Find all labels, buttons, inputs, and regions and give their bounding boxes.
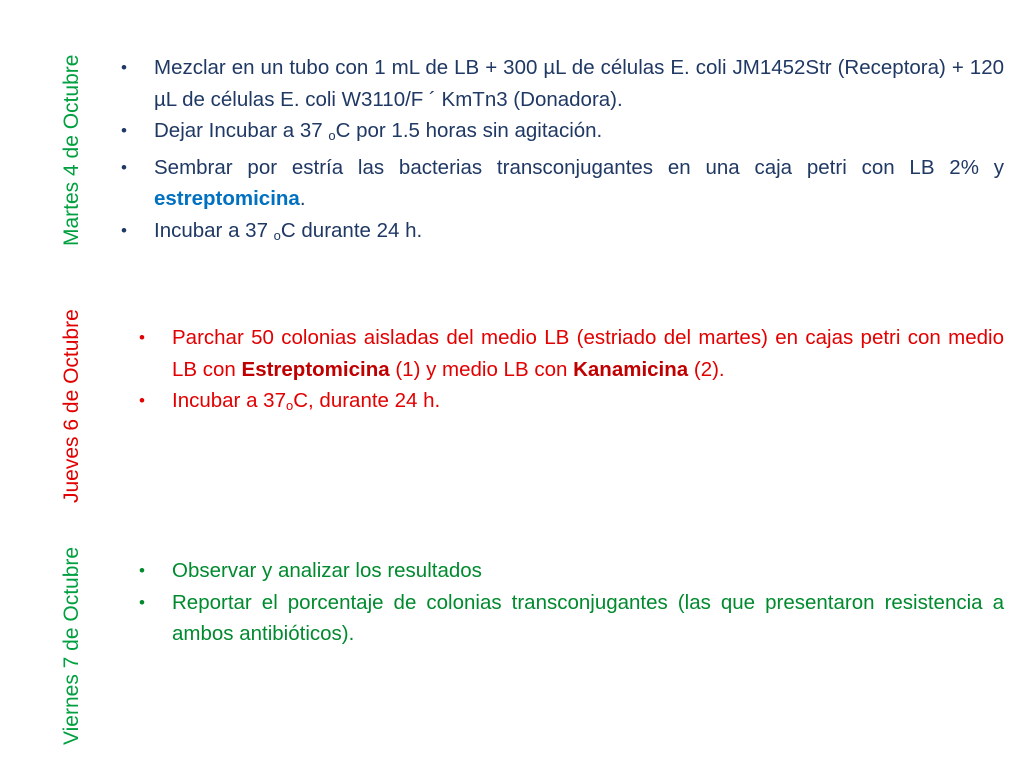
step-text: . <box>299 187 306 210</box>
bullet-icon: • <box>139 592 145 612</box>
list-item <box>139 322 1004 385</box>
antibiotic-name: Estreptomicina <box>241 357 390 381</box>
degree-mark: o <box>328 128 336 143</box>
bullet-icon: • <box>121 121 127 140</box>
list-item <box>139 555 1004 587</box>
step-text: Observar y analizar los resultados <box>172 559 482 582</box>
step-text: C por 1.5 horas sin agitación. <box>335 119 603 142</box>
list-item <box>121 152 1004 215</box>
degree-mark: o <box>285 398 294 413</box>
list-item <box>121 52 1004 115</box>
step-text: Incubar a 37 <box>154 218 274 242</box>
list-item <box>139 587 1004 650</box>
step-text: C durante 24 h. <box>280 218 423 242</box>
day-label-martes: Martes 4 de Octubre <box>60 54 83 246</box>
jueves-steps-list <box>139 322 1004 422</box>
bullet-icon: • <box>139 561 145 580</box>
bullet-icon: • <box>139 328 145 347</box>
list-item <box>139 385 1004 422</box>
degree-mark: o <box>273 227 281 243</box>
step-text: (2). <box>688 357 725 381</box>
antibiotic-name: estreptomicina <box>154 187 300 210</box>
list-item <box>121 215 1004 252</box>
step-text: C, durante 24 h. <box>293 389 441 412</box>
step-text: Mezclar en un tubo con 1 mL de LB + 300 µL de células E. coli JM1452Str (Receptora) + 120 µL de células E. coli W3110/F ´ KmTn3 (Donadora). <box>154 56 1004 111</box>
step-text: Reportar el porcentaje de colonias transconjugantes (las que presentaron resistencia a ambos antibióticos). <box>172 590 1004 645</box>
bullet-icon: • <box>121 157 127 177</box>
martes-steps-list <box>121 52 1004 251</box>
day-label-jueves: Jueves 6 de Octubre <box>60 309 83 503</box>
viernes-steps-list <box>139 555 1004 650</box>
bullet-icon: • <box>139 391 145 410</box>
step-text: Parchar 50 colonias aisladas del medio LB (estriado del martes) en cajas petri con medio LB con <box>172 326 1004 381</box>
step-text: (1) y medio LB con <box>389 357 574 381</box>
step-text: Incubar a 37 <box>172 389 286 412</box>
step-text: Dejar Incubar a 37 <box>154 119 329 142</box>
bullet-icon: • <box>121 58 127 77</box>
step-text: Sembrar por estría las bacterias transconjugantes en una caja petri con LB 2% y <box>154 155 1004 179</box>
bullet-icon: • <box>121 220 127 240</box>
antibiotic-name: Kanamicina <box>573 357 689 381</box>
day-label-viernes: Viernes 7 de Octubre <box>60 546 83 745</box>
list-item <box>121 115 1004 152</box>
